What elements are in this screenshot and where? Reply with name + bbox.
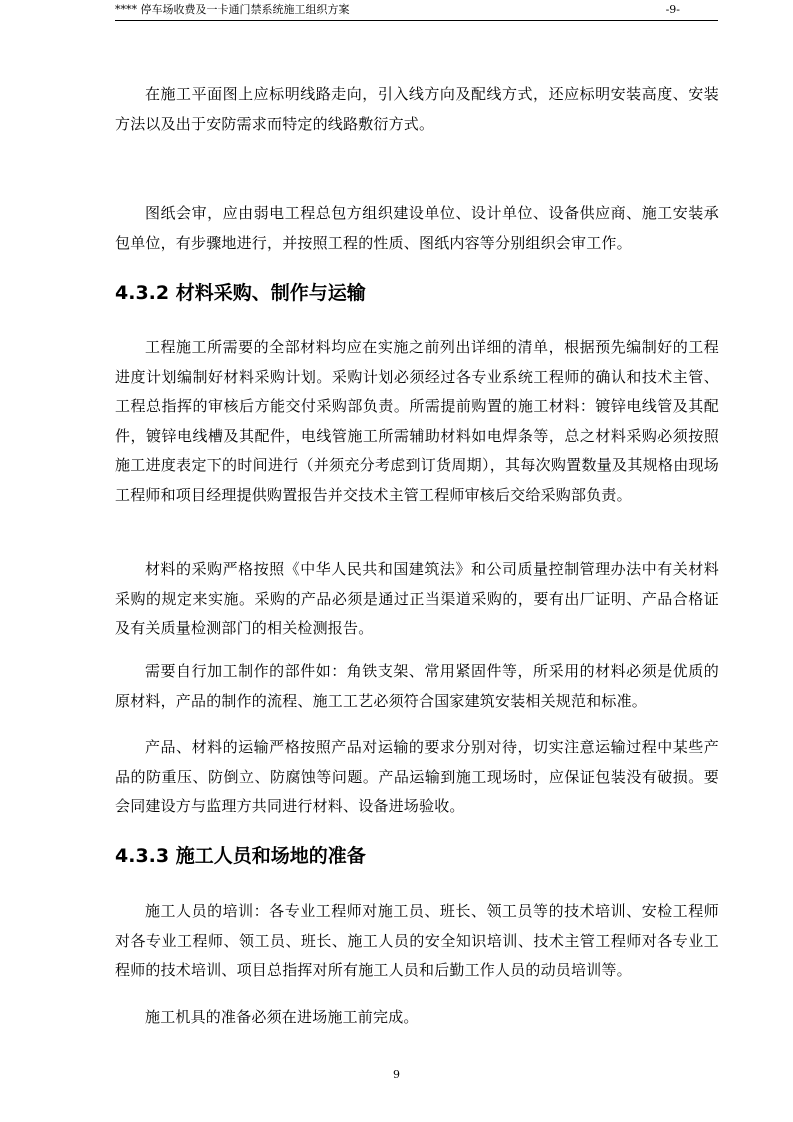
- paragraph-equipment-prep: 施工机具的准备必须在进场施工前完成。: [145, 1008, 419, 1026]
- paragraph-staff-training: 施工人员的培训：各专业工程师对施工员、班长、领工员等的技术培训、安检工程师对各专业工程师、领工员、班长、施工人员的安全知识培训、技术主管工程师对各专业工程师的技术培训、项目总指挥对所有施工人员和后勤工作人员的动员培训等。: [115, 902, 719, 979]
- paragraph-wiring-plan: 在施工平面图上应标明线路走向，引入线方向及配线方式，还应标明安装高度、安装方法以及出于安防需求而特定的线路敷衍方式。: [115, 85, 719, 133]
- paragraph-material-plan: 工程施工所需要的全部材料均应在实施之前列出详细的清单，根据预先编制好的工程进度计划编制好材料采购计划。采购计划必须经过各专业系统工程师的确认和技术主管、工程总指挥的审核后方能交付采购部负责。所需提前购置的施工材料：镀锌电线管及其配件，镀锌电线槽及其配件，电线管施工所需辅助材料如电焊条等，总之材料采购必须按照施工进度表定下的时间进行（并须充分考虑到订货周期），其每次购置数量及其规格由现场工程师和项目经理提供购置报告并交技术主管工程师审核后交给采购部负责。: [115, 338, 719, 504]
- header-page-number: -9-: [665, 3, 680, 16]
- paragraph-procurement-law: 材料的采购严格按照《中华人民共和国建筑法》和公司质量控制管理办法中有关材料采购的规定来实施。采购的产品必须是通过正当渠道采购的，要有出厂证明、产品合格证及有关质量检测部门的相关检测报告。: [115, 560, 719, 637]
- paragraph-drawing-review: 图纸会审，应由弱电工程总包方组织建设单位、设计单位、设备供应商、施工安装承包单位，有步骤地进行，并按照工程的性质、图纸内容等分别组织会审工作。: [115, 204, 719, 252]
- section-heading-4-3-3: 4.3.3 施工人员和场地的准备: [115, 845, 366, 867]
- paragraph-transport: 产品、材料的运输严格按照产品对运输的要求分别对待，切实注意运输过程中某些产品的防重压、防倒立、防腐蚀等问题。产品运输到施工现场时，应保证包装没有破损。要会同建设方与监理方共同进行材料、设备进场验收。: [115, 738, 719, 815]
- paragraph-fabrication: 需要自行加工制作的部件如：角铁支架、常用紧固件等，所采用的材料必须是优质的原材料，产品的制作的流程、施工工艺必须符合国家建筑安装相关规范和标准。: [115, 662, 719, 710]
- header-title: **** 停车场收费及一卡通门禁系统施工组织方案: [115, 3, 350, 16]
- section-heading-4-3-2: 4.3.2 材料采购、制作与运输: [115, 282, 366, 304]
- page-header: [115, 0, 718, 21]
- footer-page-number: 9: [393, 1068, 400, 1081]
